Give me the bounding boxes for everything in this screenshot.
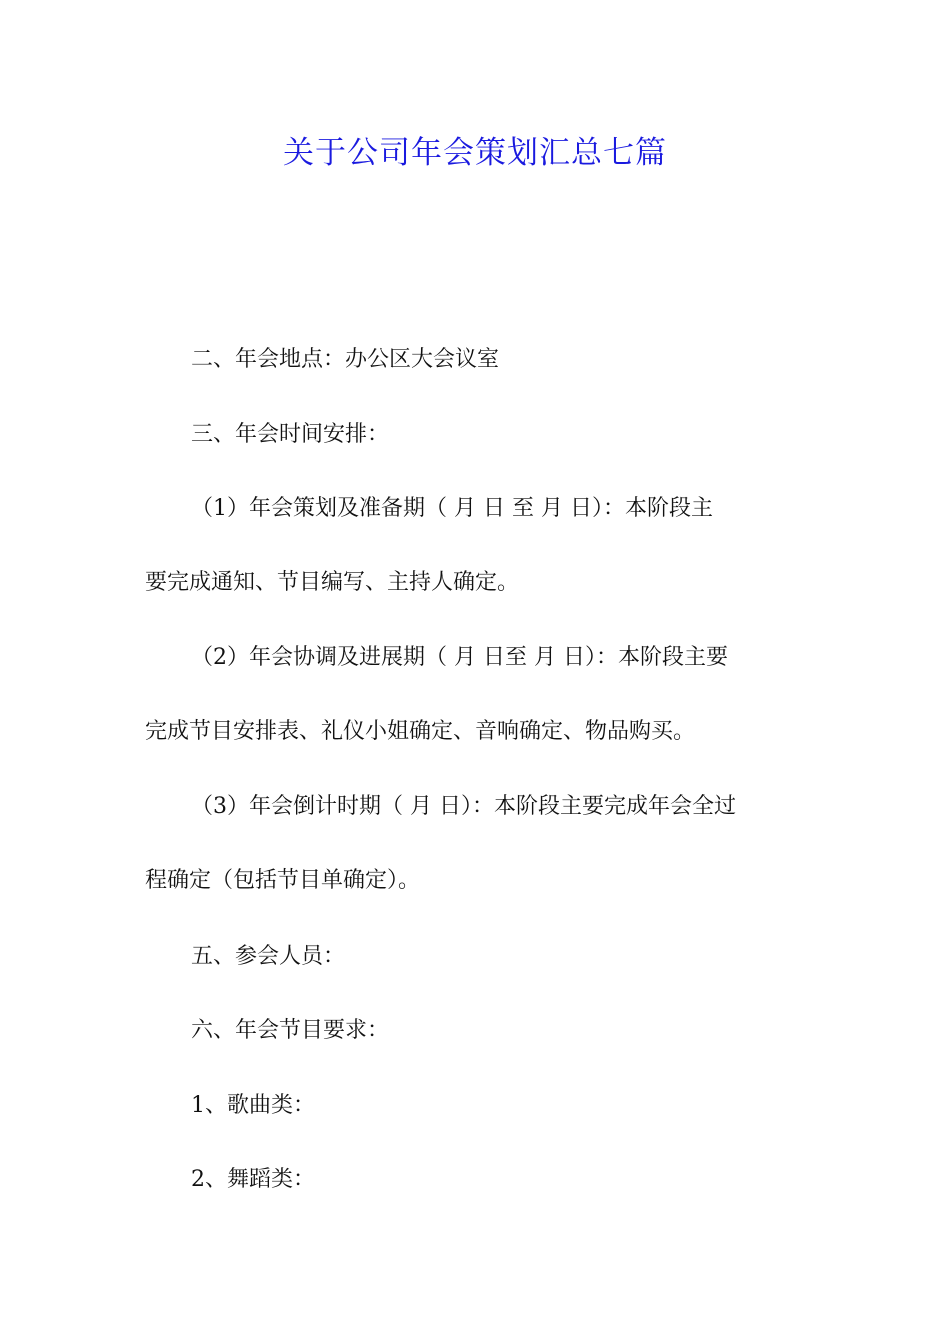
paragraph-schedule-3 [145,770,810,918]
paragraph-line: 程确定（包括节目单确定）。 [145,868,421,893]
paragraph-line: 三、年会时间安排： [191,422,390,447]
paragraph-dance [145,1143,810,1217]
paragraph-schedule-2 [145,621,810,769]
paragraph-line: 五、参会人员： [191,944,346,969]
paragraph-line: 要完成通知、节目编写、主持人确定。 [145,570,520,595]
paragraph-songs [145,1069,810,1143]
paragraph-program-requirements [145,994,810,1068]
paragraph-line: （3）年会倒计时期（ 月 日）：本阶段主要完成年会全过 [191,794,736,819]
paragraph-line: 二、年会地点：办公区大会议室 [191,347,500,372]
paragraph-schedule-heading [145,398,810,472]
paragraph-line: 1、歌曲类： [191,1093,315,1118]
paragraph-line: （2）年会协调及进展期（ 月 日至 月 日）：本阶段主要 [191,645,728,670]
paragraph-line: 六、年会节目要求： [191,1018,390,1043]
paragraph-line: 2、舞蹈类： [191,1167,315,1192]
document-title: 关于公司年会策划汇总七篇 [283,135,667,171]
paragraph-attendees [145,920,810,994]
paragraph-line: 完成节目安排表、礼仪小姐确定、音响确定、物品购买。 [145,719,696,744]
paragraph-line: （1）年会策划及准备期（ 月 日 至 月 日）：本阶段主 [191,496,713,521]
paragraph-venue [145,323,810,397]
paragraph-schedule-1 [145,472,810,620]
